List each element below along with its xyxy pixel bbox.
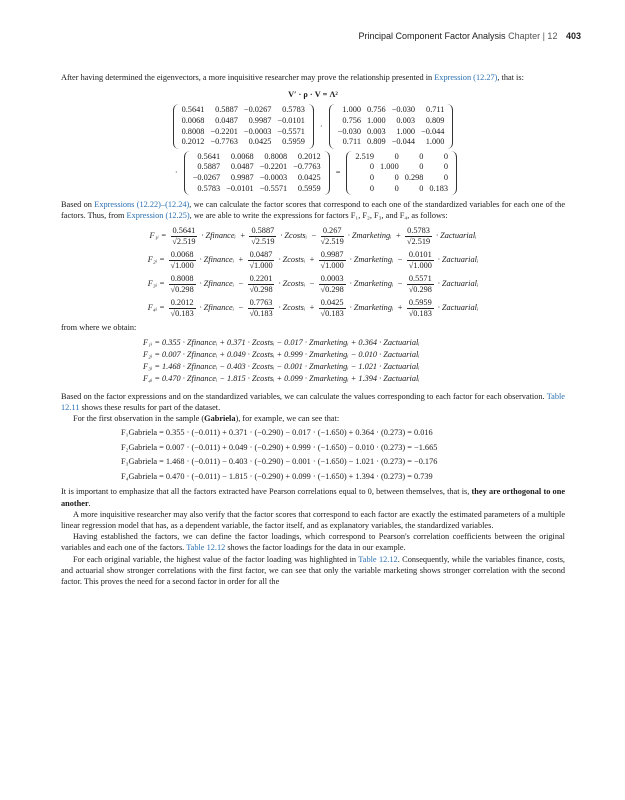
variable: · Zfinanceᵢ [201, 231, 236, 241]
variable: · Zfinanceᵢ [199, 303, 235, 313]
fraction-numerator: 0.0101 [408, 249, 432, 259]
matrix-cell: −0.7763 [210, 137, 238, 147]
matrix-cell: 0.756 [367, 105, 386, 115]
matrix-cell: 0.5641 [197, 151, 221, 161]
matrix-cell: 0.756 [342, 116, 362, 125]
matrix-cell: 0.809 [367, 137, 386, 147]
operator: + [309, 303, 315, 313]
link-table-12-12[interactable]: Table 12.12 [186, 543, 226, 553]
variable: · Zactuarialᵢ [437, 255, 479, 265]
paragraph-orthogonal: It is important to emphasize that all the factors extracted have Pearson correlations equal to 0, between themselves, that is, they are orthogonal to one another. [61, 487, 565, 508]
fraction-numerator: 0.5783 [407, 225, 430, 235]
matrix-row [190, 184, 324, 195]
matrix-row [335, 116, 448, 127]
chapter-label: Chapter | 12 [508, 31, 558, 41]
matrix-cell: 0 [394, 172, 399, 182]
matrix-row [335, 127, 448, 138]
operator: + [238, 255, 244, 265]
factor-equation [61, 298, 565, 319]
matrix-cell: −0.044 [391, 137, 416, 147]
matrix-cell: 0 [419, 162, 424, 172]
paragraph-factor-values: Based on the factor expressions and on the standardized variables, we can calculate the values corresponding to each factor for each observation. Table 12.11 shows these results for part of the dataset. [61, 391, 565, 412]
running-title: Principal Component Factor Analysis [358, 31, 506, 41]
matrix-cell: 0.5887 [197, 162, 221, 172]
matrix-cell: −0.2201 [259, 162, 288, 172]
matrix-row [190, 152, 324, 163]
fraction-denominator: √1.000 [408, 260, 432, 270]
variable: · Zmarketingᵢ [347, 231, 392, 241]
matrix-cell: 0 [419, 151, 424, 161]
operator: − [238, 303, 244, 313]
matrix-cell: −0.0101 [226, 183, 254, 193]
matrix-cell: 0 [394, 151, 399, 161]
matrix-cell: 0 [369, 172, 375, 182]
matrix-row [335, 137, 448, 148]
matrix-cell: 0.0425 [297, 172, 321, 182]
matrix-cell: 0 [443, 162, 449, 172]
matrix-cell: 1.000 [380, 162, 399, 172]
matrix-cell: 0.5783 [282, 105, 305, 115]
matrix-cell: −0.0267 [243, 105, 272, 115]
matrix-row [335, 105, 448, 116]
fraction-numerator: 0.0487 [249, 249, 273, 259]
variable: · Zcostsᵢ [278, 279, 306, 289]
fraction-numerator: 0.8008 [170, 273, 194, 283]
variable: · Zcostsᵢ [278, 255, 306, 265]
matrix-cell: 0.8008 [264, 151, 288, 161]
paragraph-loadings: Having established the factors, we can define the factor loadings, which correspond to Pearson's correlation coefficients between the original variables and each one of the factors. Table 12.12 shows the factor loadings for the data in our example. [61, 532, 565, 553]
matrix-cell: 2.519 [355, 151, 375, 161]
fraction-denominator: √1.000 [170, 260, 194, 270]
fraction [319, 250, 346, 271]
paragraph-first-observation: For the first observation in the sample (Gabriela), for example, we can see that: [73, 414, 340, 424]
matrix-v-transpose [173, 104, 314, 148]
matrix-lambda-squared [346, 151, 457, 195]
fraction-numerator: 0.5959 [408, 297, 432, 307]
fraction [169, 274, 196, 295]
factor-lhs: F₄ᵢ = [147, 303, 165, 313]
matrix-cell: −0.7763 [293, 162, 321, 172]
paragraph-intro: After having determined the eigenvectors, a more inquisitive researcher may prove the relationship presented in Expression (12.27), that is: [61, 73, 524, 82]
fraction-denominator: √0.298 [408, 284, 432, 294]
fraction-numerator: 0.2012 [170, 297, 194, 307]
fraction-denominator: √1.000 [320, 260, 344, 270]
fraction-denominator: √0.183 [249, 308, 273, 318]
paragraph-regression: A more inquisitive researcher may also verify that the factor scores that correspond to each factor are exactly the estimated parameters of a multiple linear regression model that has, as a dependent variable, the factor itself, and as explanatory variables, the standardized variables. [61, 509, 565, 530]
factor-result: F₁ᵢ = 0.355 · Zfinanceᵢ + 0.371 · Zcostsᵢ − 0.017 · Zmarketingᵢ + 0.364 · Zactuarialᵢ [143, 337, 420, 347]
fraction [407, 298, 434, 319]
fraction-denominator: √1.000 [249, 260, 273, 270]
paragraph-from-where: from where we obtain: [61, 322, 137, 332]
matrix-cell: 0.183 [429, 183, 449, 193]
link-expression-12-25[interactable]: Expression (12.25) [126, 211, 190, 221]
factor-lhs: F₁ᵢ = [149, 231, 167, 241]
matrix-row-1 [61, 104, 565, 148]
fraction-denominator: √0.183 [320, 308, 344, 318]
operator: + [239, 231, 246, 241]
matrix-cell: 0 [369, 183, 375, 193]
fraction [407, 274, 434, 295]
fraction-denominator: √2.519 [406, 236, 431, 246]
fraction-numerator: 0.0003 [320, 273, 344, 283]
matrix-cell: 0.0487 [215, 116, 238, 125]
fraction [319, 298, 346, 319]
matrix-row [179, 127, 308, 138]
matrix-row [352, 173, 451, 184]
matrix-cell: 0.0425 [248, 137, 272, 147]
matrix-row [179, 105, 308, 116]
matrix-cell: 0.711 [426, 105, 445, 115]
matrix-cell: −0.5571 [277, 126, 305, 136]
matrix-cell: −0.0267 [192, 172, 221, 182]
fraction [248, 250, 275, 271]
variable: · Zmarketingᵢ [349, 303, 394, 313]
fraction-denominator: √0.183 [408, 308, 432, 318]
variable: · Zmarketingᵢ [349, 255, 394, 265]
factor-result: F₃ᵢ = 1.468 · Zfinanceᵢ − 0.403 · Zcostsᵢ − 0.001 · Zmarketingᵢ − 1.021 · Zactuarialᵢ [143, 361, 420, 371]
fraction [321, 226, 344, 247]
observation-calc: F₃Gabriela = 1.468 · (−0.011) − 0.403 · (−0.290) − 0.001 · (−1.650) − 1.021 · (0.273) = −0.176 [121, 457, 438, 467]
matrix-cell: 0.0487 [230, 162, 254, 172]
fraction [249, 226, 276, 247]
fraction [171, 226, 198, 247]
operator: − [309, 279, 315, 289]
paragraph-highlighted: For each original variable, the highest value of the factor loading was highlighted in Table 12.12. Consequently, while the variables finance, costs, and actuarial show stronger correlations with the first factor, we can see that only the variable marketing shows stronger correlation with the second factor. This proves the need for a second factor in order for all the [61, 554, 565, 586]
fraction [319, 274, 346, 295]
matrix-cell: 0.5959 [282, 137, 305, 147]
factor-equation [61, 226, 565, 247]
matrix-cell: −0.0101 [277, 116, 305, 125]
matrix-identity-title: V′ · ρ · V = Λ² [288, 90, 338, 100]
fraction-numerator: 0.5641 [172, 225, 196, 235]
dot-operator: · [174, 168, 178, 178]
operator: + [395, 231, 402, 241]
fraction-numerator: 0.2201 [249, 273, 273, 283]
operator: + [309, 255, 315, 265]
factor-equation [61, 274, 565, 295]
matrix-cell: −0.044 [421, 126, 445, 136]
page-body [61, 72, 565, 587]
fraction-numerator: 0.9987 [320, 249, 344, 259]
matrix-cell: 0 [369, 162, 375, 172]
variable: · Zfinanceᵢ [199, 279, 235, 289]
link-expressions-12-22-12-24[interactable]: Expressions (12.22)–(12.24) [94, 200, 190, 210]
fraction [169, 298, 196, 319]
matrix-cell: 0.8008 [181, 126, 205, 136]
paragraph-expressions: Based on Expressions (12.22)–(12.24), we can calculate the factor scores that correspond to each one of the standardized variables for each one of the factors. Thus, from Expression (12.25), we are able to write the expressions for factors F₁, F₂, F₃, and F₄, as follows: [61, 200, 566, 221]
matrix-cell: −0.5571 [259, 183, 288, 193]
dot-operator: · [319, 121, 323, 131]
factor-lhs: F₂ᵢ = [147, 255, 165, 265]
matrix-cell: 0 [394, 183, 399, 193]
fraction-numerator: 0.5571 [408, 273, 432, 283]
matrix-row [352, 152, 451, 163]
factor-equation [61, 250, 565, 271]
link-expression-12-27[interactable]: Expression (12.27) [434, 73, 498, 82]
variable: · Zcostsᵢ [278, 303, 306, 313]
matrix-cell: 0.0068 [230, 151, 254, 161]
operator: − [238, 279, 244, 289]
matrix-v [184, 151, 330, 195]
fraction-denominator: √2.519 [172, 236, 196, 246]
fraction [405, 226, 432, 247]
matrix-cell: −0.0003 [243, 126, 272, 136]
fraction [248, 274, 275, 295]
matrix-cell: 1.000 [425, 137, 445, 147]
matrix-cell: 0.298 [404, 172, 424, 182]
factor-result: F₄ᵢ = 0.470 · Zfinanceᵢ − 1.815 · Zcostsᵢ + 0.099 · Zmarketingᵢ + 1.394 · Zactuarialᵢ [143, 373, 420, 383]
matrix-cell: 1.000 [396, 126, 416, 136]
fraction-numerator: 0.7763 [249, 297, 273, 307]
fraction-numerator: 0.5887 [251, 225, 275, 235]
operator: − [310, 231, 317, 241]
variable: · Zactuarialᵢ [437, 303, 479, 313]
matrix-cell: 0 [443, 151, 449, 161]
matrix-cell: −0.2201 [210, 126, 238, 136]
fraction-denominator: √0.183 [170, 308, 194, 318]
fraction-denominator: √2.519 [320, 236, 344, 246]
variable: · Zmarketingᵢ [349, 279, 394, 289]
fraction-denominator: √0.298 [320, 284, 344, 294]
factor-results [143, 337, 565, 385]
fraction-denominator: √0.298 [170, 284, 194, 294]
matrix-cell: 0.5959 [297, 183, 321, 193]
factor-equations [61, 226, 565, 319]
matrix-cell: 0.003 [396, 116, 416, 125]
matrix-cell: −0.030 [391, 105, 416, 115]
operator: − [397, 279, 403, 289]
matrix-cell: 0 [419, 183, 424, 193]
link-table-12-11[interactable]: Table 12.11 [61, 391, 565, 412]
fraction [407, 250, 434, 271]
matrix-row [179, 137, 308, 148]
factor-lhs: F₃ᵢ = [147, 279, 165, 289]
matrix-rho [329, 104, 454, 148]
operator: + [397, 303, 403, 313]
fraction-numerator: 0.267 [322, 225, 342, 235]
matrix-cell: 0.5783 [197, 183, 221, 193]
observation-calc: F₄Gabriela = 0.470 · (−0.011) − 1.815 · (−0.290) + 0.099 · (−1.650) + 1.394 · (0.273) = 0.739 [121, 471, 433, 481]
running-header [358, 31, 581, 41]
variable: · Zactuarialᵢ [437, 279, 479, 289]
fraction-numerator: 0.0068 [170, 249, 194, 259]
matrix-cell: 0.9987 [230, 172, 254, 182]
variable: · Zactuarialᵢ [435, 231, 477, 241]
matrix-cell: 0.809 [425, 116, 445, 125]
matrix-row [190, 162, 324, 173]
matrix-cell: 0.9987 [248, 116, 272, 125]
equals-operator: = [335, 168, 341, 178]
matrix-cell: 0.2012 [297, 151, 321, 161]
observation-calc: F₁Gabriela = 0.355 · (−0.011) + 0.371 · (−0.290) − 0.017 · (−1.650) + 0.364 · (0.273) = 0.016 [121, 428, 433, 438]
matrix-row [352, 184, 451, 195]
matrix-row [179, 116, 308, 127]
variable: · Zfinanceᵢ [199, 255, 235, 265]
matrix-row [190, 173, 324, 184]
gabriela-calculations [121, 426, 565, 484]
matrix-cell: −0.030 [337, 126, 362, 136]
link-table-12-12[interactable]: Table 12.12 [358, 554, 398, 564]
operator: − [397, 255, 403, 265]
variable: · Zcostsᵢ [280, 231, 307, 241]
matrix-cell: 0.711 [342, 137, 362, 147]
page-number: 403 [565, 31, 581, 41]
matrix-cell: 0.5641 [181, 105, 205, 115]
fraction-denominator: √2.519 [251, 236, 275, 246]
fraction [169, 250, 196, 271]
fraction-denominator: √0.298 [249, 284, 273, 294]
factor-result: F₂ᵢ = 0.007 · Zfinanceᵢ + 0.049 · Zcostsᵢ + 0.999 · Zmarketingᵢ − 0.010 · Zactuarialᵢ [143, 349, 420, 359]
matrix-cell: 1.000 [367, 116, 386, 125]
matrix-cell: 1.000 [342, 105, 362, 115]
matrix-cell: 0.003 [367, 126, 386, 136]
fraction [248, 298, 275, 319]
fraction-numerator: 0.0425 [320, 297, 344, 307]
matrix-row-2 [61, 151, 565, 195]
matrix-cell: 0.0068 [181, 116, 205, 125]
matrix-cell: 0.2012 [181, 137, 205, 147]
matrix-cell: 0.5887 [215, 105, 238, 115]
matrix-row [352, 162, 451, 173]
matrix-cell: −0.0003 [259, 172, 288, 182]
matrix-cell: 0 [443, 172, 449, 182]
observation-calc: F₂Gabriela = 0.007 · (−0.011) + 0.049 · (−0.290) + 0.999 · (−1.650) − 0.010 · (0.273) = −1.665 [121, 442, 438, 452]
